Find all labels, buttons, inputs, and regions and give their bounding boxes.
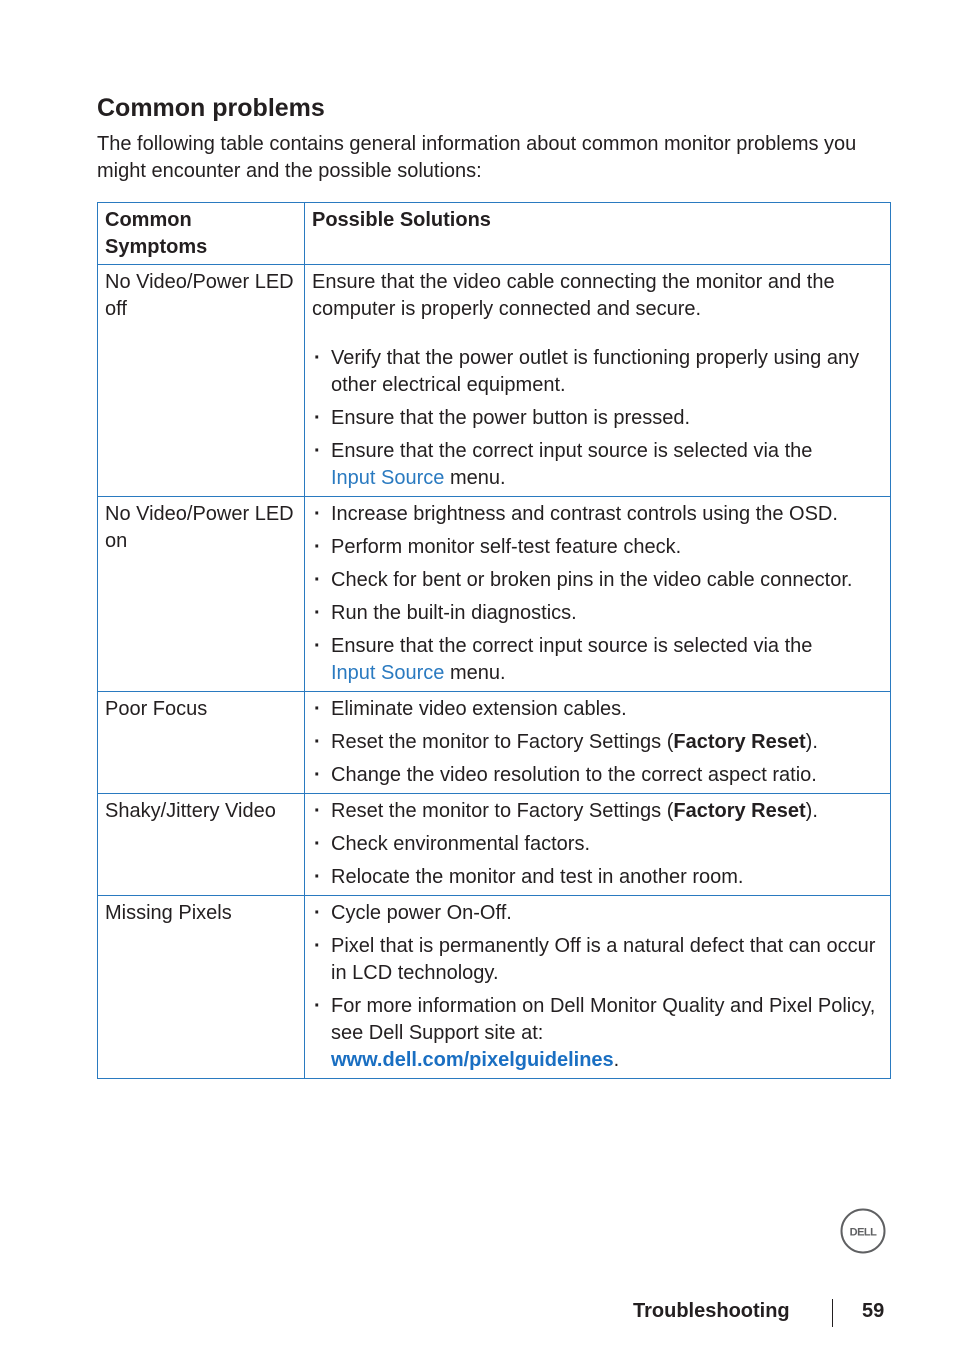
list-item: · Ensure that the power button is pressed. [312, 405, 884, 432]
symptom-cell: Poor Focus [98, 692, 305, 794]
list-item [312, 993, 884, 1074]
list-item-suffix: menu. [444, 467, 506, 489]
symptom-cell: No Video/Power LED on [98, 497, 305, 692]
dell-logo-text: DELL [849, 1226, 877, 1239]
list-item: · Eliminate video extension cables. [312, 696, 884, 723]
list-item: · Cycle power On-Off. [312, 900, 884, 927]
input-source-link[interactable]: Input Source [331, 467, 445, 489]
list-item [312, 729, 884, 756]
footer-section-title: Troubleshooting [633, 1300, 790, 1322]
footer-divider [832, 1299, 833, 1327]
symptom-cell: Shaky/Jittery Video [98, 794, 305, 896]
list-item: · Increase brightness and contrast controls using the OSD. [312, 501, 884, 528]
symptom-cell: Missing Pixels [98, 896, 305, 1079]
table-row [98, 794, 891, 896]
table-header-row [98, 203, 891, 265]
table-row [98, 497, 891, 692]
page-title: Common problems [97, 94, 325, 122]
solutions-cell [305, 497, 891, 692]
intro-paragraph: The following table contains general information about common monitor problems you might encounter and the possible solutions: [97, 133, 857, 182]
list-item-text: For more information on Dell Monitor Quality and Pixel Policy, see Dell Support site at: [331, 995, 876, 1044]
list-item-suffix: ). [805, 731, 818, 753]
table-row [98, 896, 891, 1079]
input-source-link[interactable]: Input Source [331, 662, 445, 684]
solutions-cell [305, 692, 891, 794]
footer-page-number: 59 [862, 1300, 885, 1322]
solution-list [312, 798, 884, 891]
solution-list [312, 501, 884, 687]
list-item-suffix: menu. [444, 662, 506, 684]
solutions-cell [305, 265, 891, 497]
common-problems-table [97, 202, 891, 1079]
factory-reset-label: Factory Reset [673, 731, 806, 753]
list-item: · Run the built-in diagnostics. [312, 600, 884, 627]
list-item: · Relocate the monitor and test in another room. [312, 864, 884, 891]
list-item [312, 438, 884, 492]
solution-paragraph: Ensure that the video cable connecting the monitor and the computer is properly connected and secure. [312, 271, 835, 320]
list-item: · Change the video resolution to the correct aspect ratio. [312, 762, 884, 789]
list-item-text: Ensure that the correct input source is selected via the [331, 440, 813, 462]
list-item-suffix: ). [805, 800, 818, 822]
pixel-guidelines-link[interactable]: www.dell.com/pixelguidelines [331, 1049, 614, 1071]
solutions-cell [305, 794, 891, 896]
list-item: · Pixel that is permanently Off is a natural defect that can occur in LCD technology. [312, 933, 884, 987]
list-item-suffix: . [613, 1049, 620, 1071]
solution-list [312, 900, 884, 1074]
solution-list [312, 696, 884, 789]
table-row [98, 265, 891, 497]
list-item-text: Reset the monitor to Factory Settings ( [331, 800, 674, 822]
list-item: · Check for bent or broken pins in the video cable connector. [312, 567, 884, 594]
symptom-cell: No Video/Power LED off [98, 265, 305, 497]
table-row [98, 692, 891, 794]
list-item: · Verify that the power outlet is functioning properly using any other electrical equipment. [312, 345, 884, 399]
list-item: · Perform monitor self-test feature check. [312, 534, 884, 561]
list-item-text: Ensure that the correct input source is selected via the [331, 635, 813, 657]
header-common-symptoms: Common Symptoms [98, 203, 305, 265]
list-item [312, 798, 884, 825]
solutions-cell [305, 896, 891, 1079]
list-item: · Check environmental factors. [312, 831, 884, 858]
factory-reset-label: Factory Reset [673, 800, 806, 822]
list-item-text: Reset the monitor to Factory Settings ( [331, 731, 674, 753]
solution-list [312, 345, 884, 492]
header-possible-solutions: Possible Solutions [305, 203, 891, 265]
list-item [312, 633, 884, 687]
dell-logo [840, 1208, 886, 1254]
